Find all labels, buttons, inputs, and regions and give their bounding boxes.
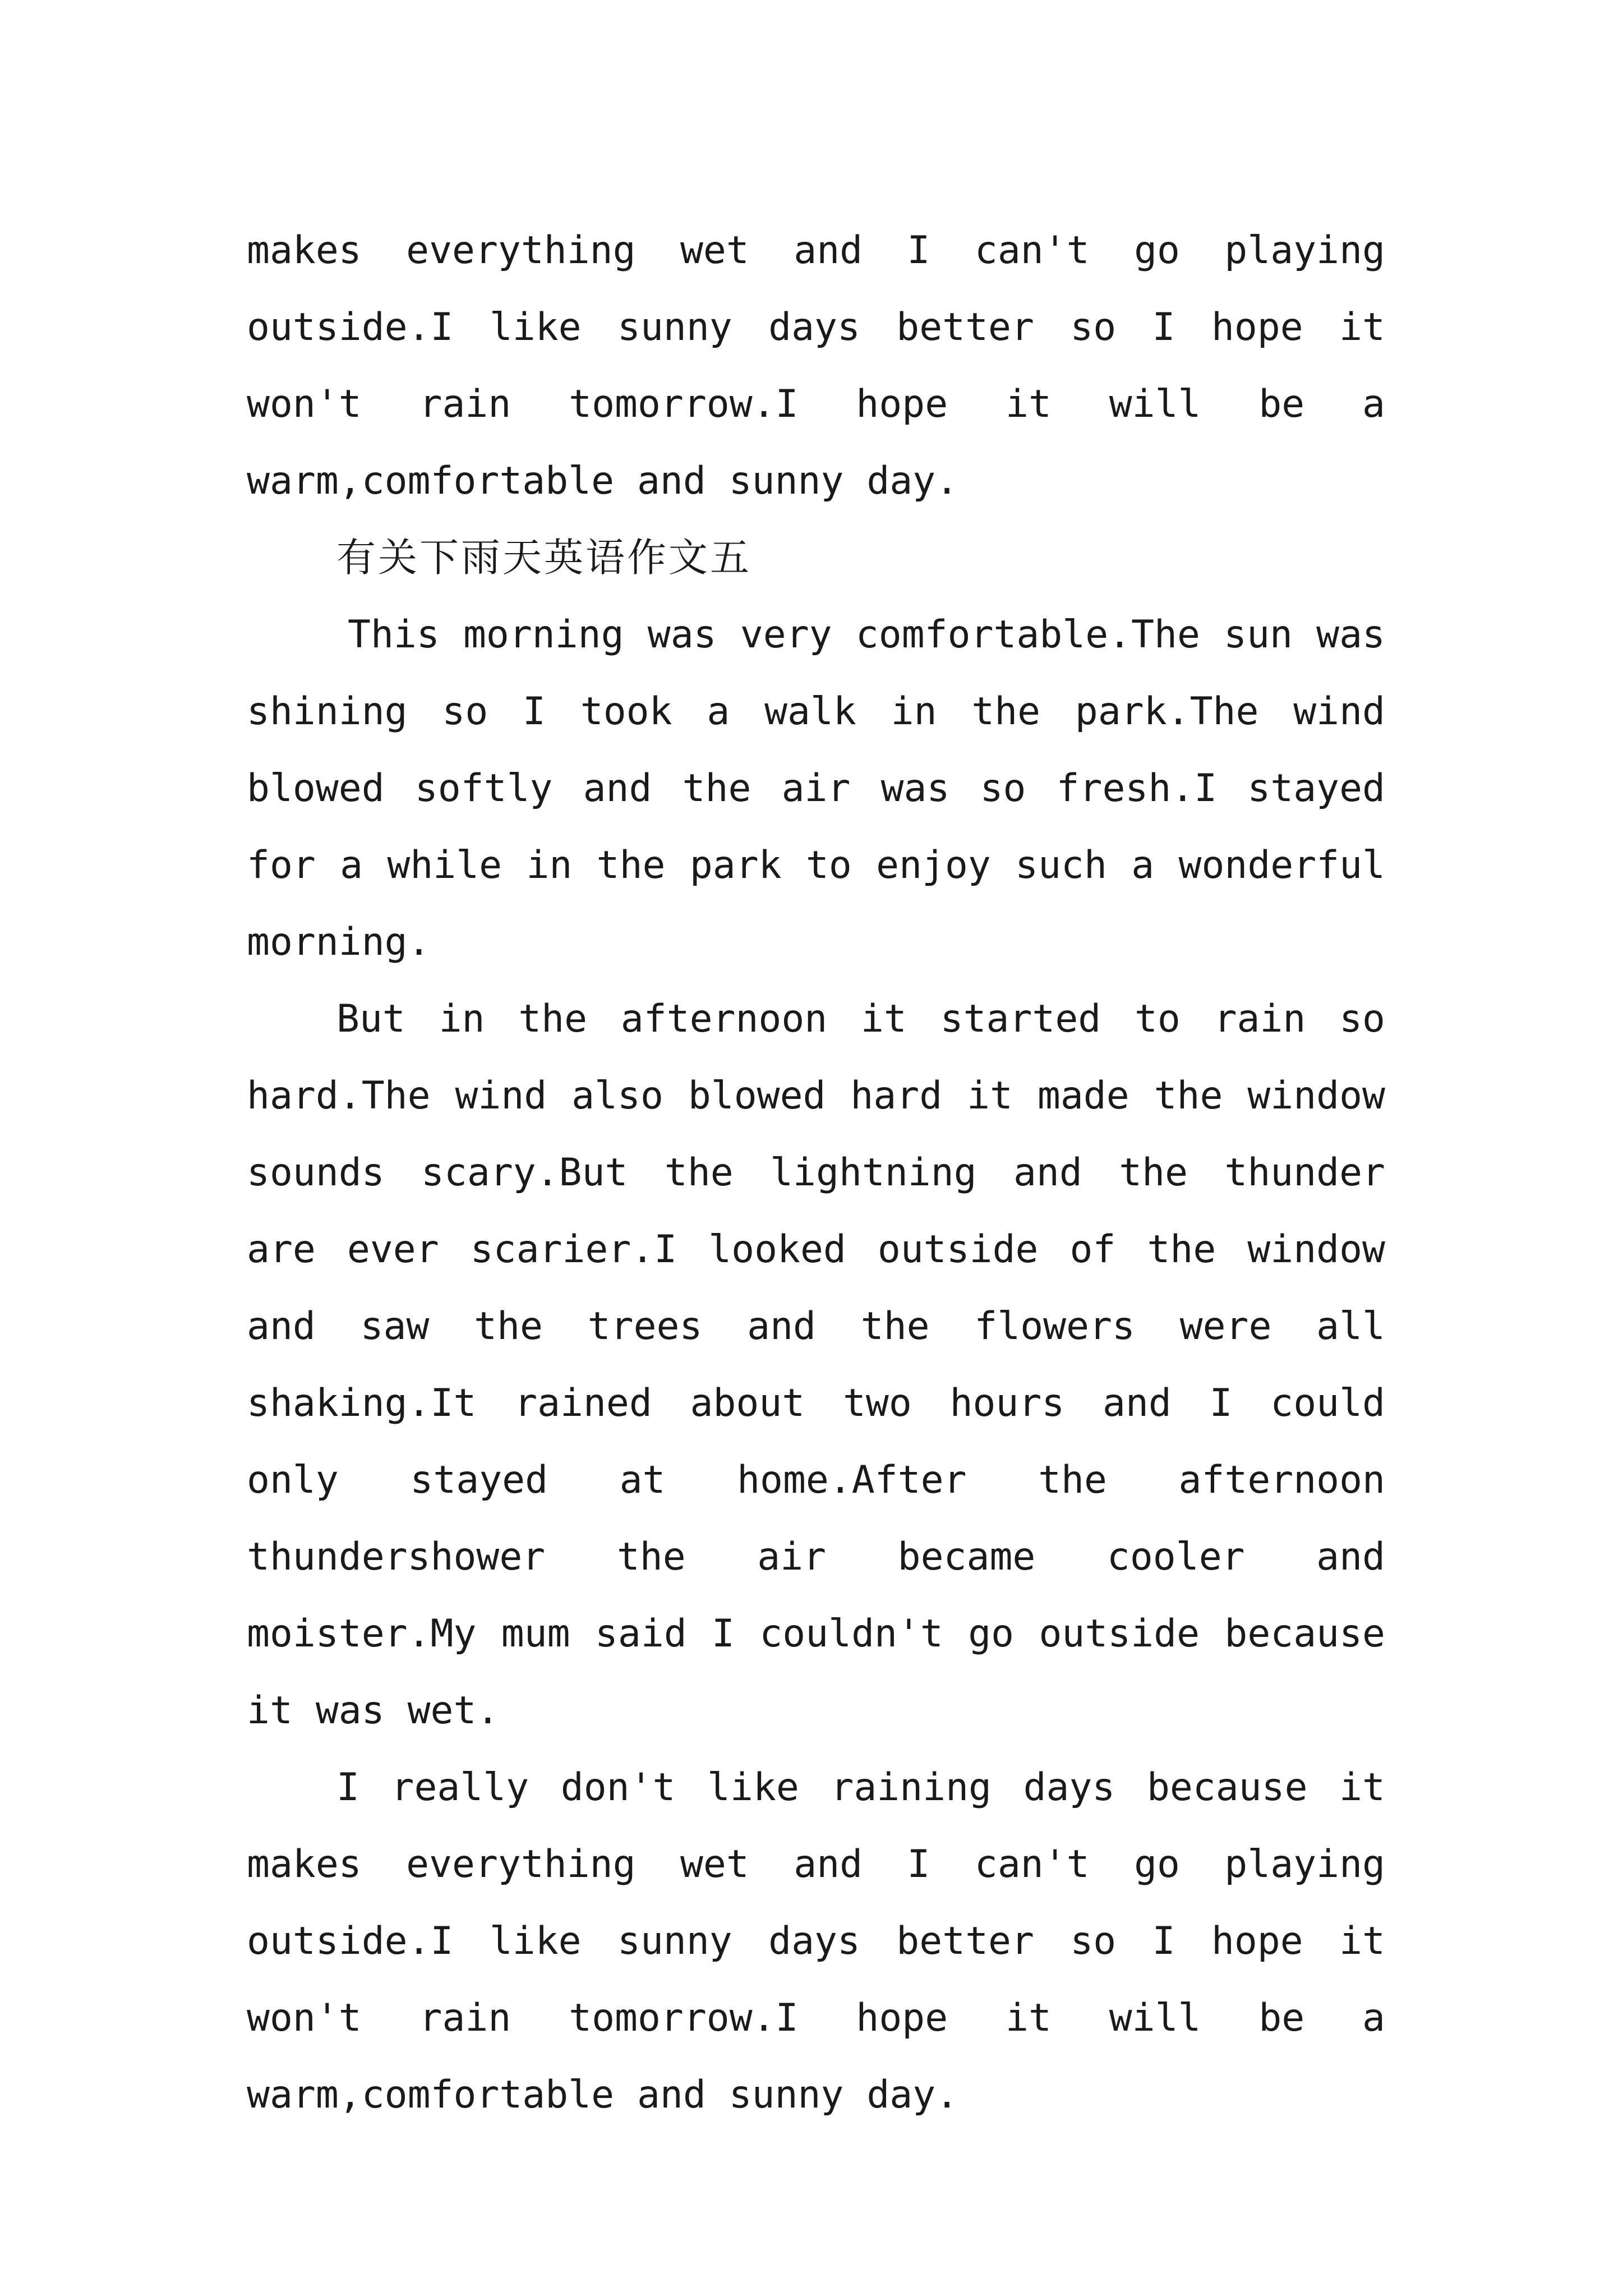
paragraph-morning: This morning was very comfortable.The sun was shining so I took a walk in the park.The wind blowed softly and the air was so fresh.I stayed for a while in the park to enjoy such a wonderful morning.: [247, 613, 1385, 964]
paragraph-continuation: makes everything wet and I can't go playing outside.I like sunny days better so I hope it won't rain tomorrow.I hope it will be a warm,comfortable and sunny day.: [247, 228, 1385, 503]
section-heading: 有关下雨天英语作文五: [336, 535, 751, 581]
paragraph-afternoon: But in the afternoon it started to rain so hard.The wind also blowed hard it made the window sounds scary.But the lightning and the thunder are ever scarier.I looked outside of the window and saw the trees and the flowers were all shaking.It rained about two hours and I could only stayed at home.After the afternoon thundershower the air became cooler and moister.My mum said I couldn't go outside because it was wet.: [247, 997, 1385, 1733]
document-body: [247, 212, 1385, 2133]
paragraph-conclusion: I really don't like raining days because it makes everything wet and I can't go playing outside.I like sunny days better so I hope it won't rain tomorrow.I hope it will be a warm,comfortable and sunny day.: [247, 1765, 1385, 2117]
